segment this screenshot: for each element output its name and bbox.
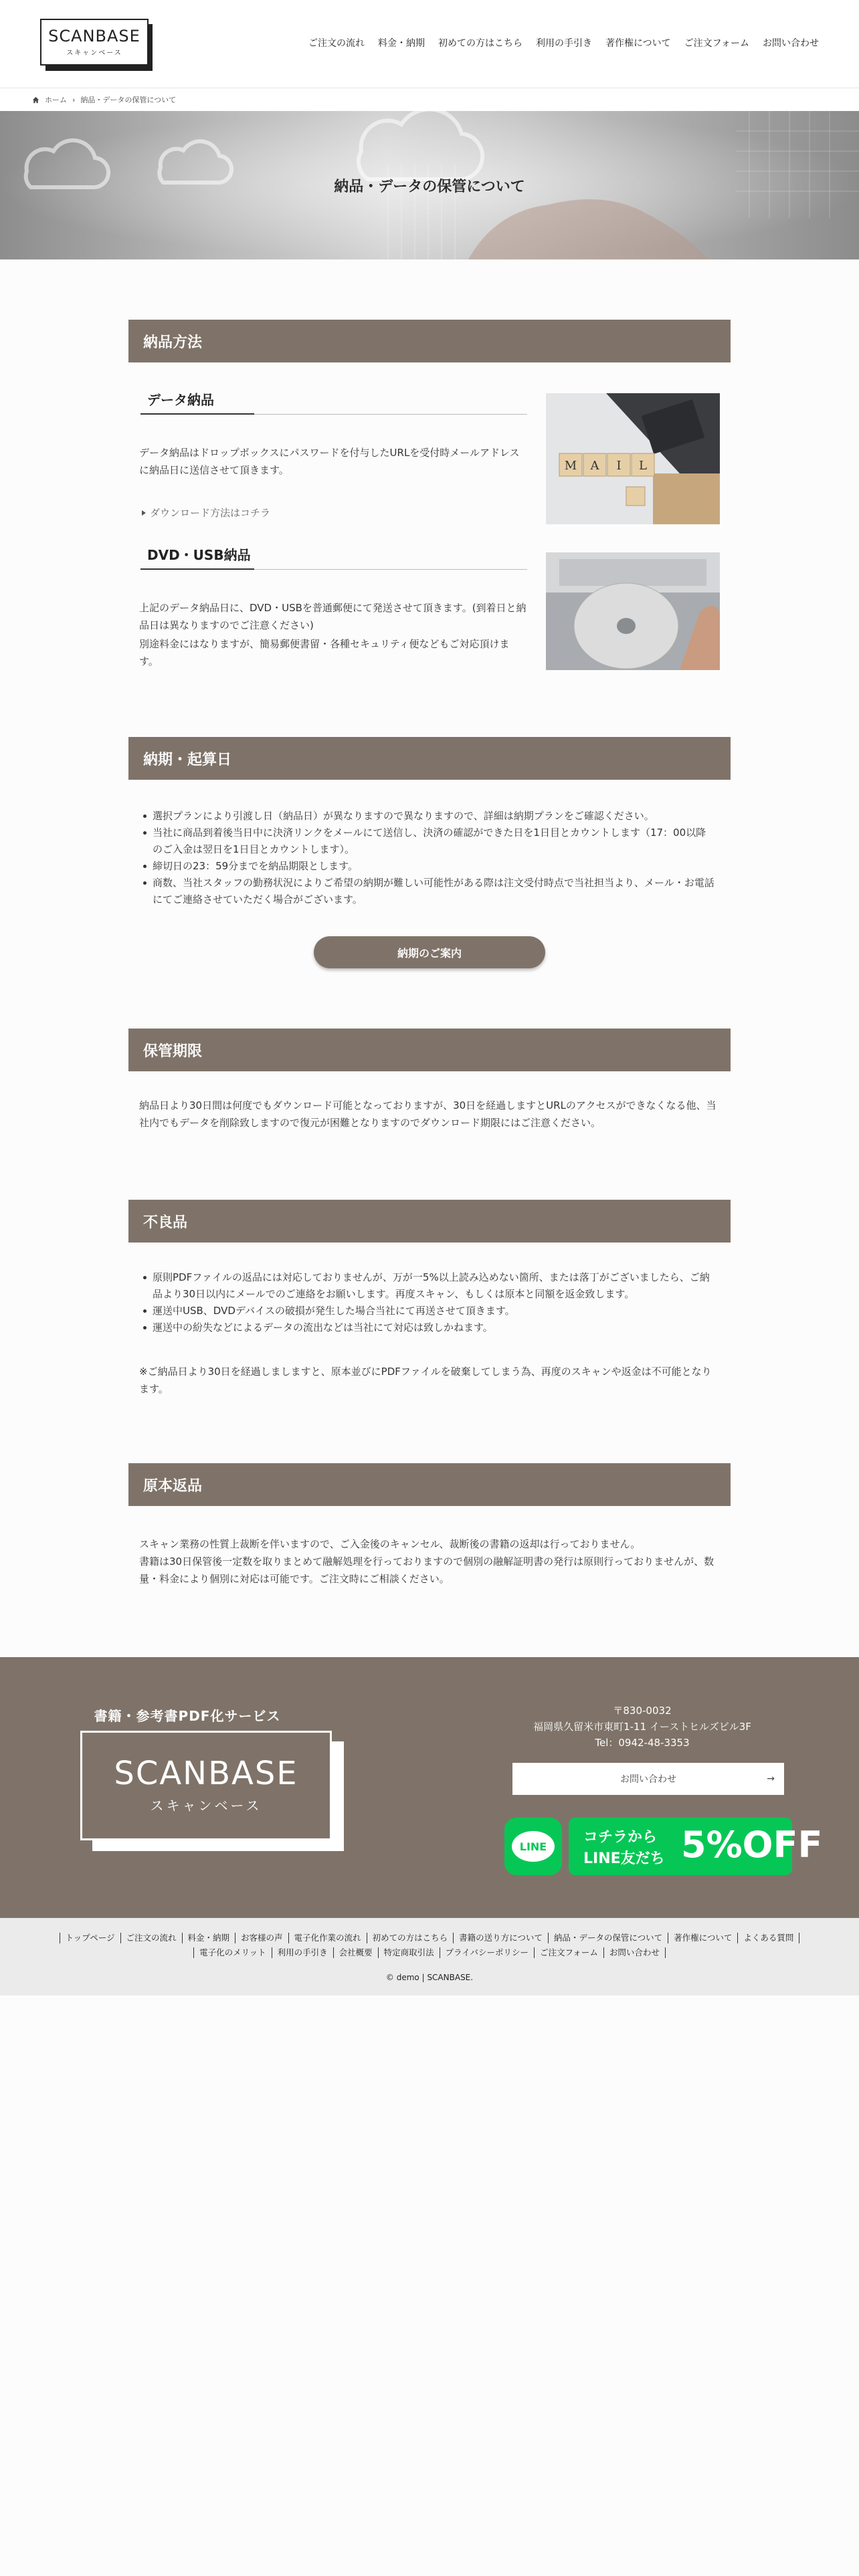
footer-link-copyright[interactable]: 著作権について	[668, 1933, 737, 1943]
line-logo-bubble: LINE	[512, 1831, 555, 1862]
footer-nav-row-1	[0, 1933, 859, 1943]
defect-list-wrap	[139, 1269, 714, 1336]
section-defect	[128, 1200, 731, 1243]
logo-subtext: スキャンベース	[66, 49, 122, 57]
list-item: 商数、当社スタッフの勤務状況によりご希望の納期が難しい可能性がある際は注文受付時点で当社担当より、メール・お電話にてご連絡させていただく場合がございます。	[139, 875, 714, 908]
section-heading-storage: 保管期限	[128, 1029, 731, 1071]
footer-contact-label: お問い合わせ	[620, 1774, 676, 1785]
footer-link-faq[interactable]: よくある質問	[737, 1933, 799, 1943]
section-heading-defect: 不良品	[128, 1200, 731, 1243]
footer-link-privacy[interactable]: プライバシーポリシー	[440, 1947, 534, 1958]
breadcrumb-home[interactable]: ホーム	[45, 96, 67, 104]
line-promo	[569, 1818, 823, 1875]
list-item: 選択プランにより引渡し日（納品日）が異なりますので異なりますので、詳細は納期プランをご確認ください。	[139, 808, 714, 825]
footer-main	[0, 1657, 859, 1918]
line-banner[interactable]	[504, 1818, 823, 1875]
footer-contact-button[interactable]	[512, 1763, 784, 1795]
deadline-list	[139, 808, 714, 908]
svg-text:L: L	[639, 459, 647, 473]
footer-logo-subtext: スキャンベース	[150, 1797, 262, 1814]
footer-link-order-flow[interactable]: ご注文の流れ	[120, 1933, 182, 1943]
footer-link-order-form[interactable]: ご注文フォーム	[534, 1947, 603, 1958]
phone: Tel：0942-48-3353	[595, 1737, 690, 1749]
chevron-right-icon: ›	[72, 95, 76, 104]
section-storage	[128, 1029, 731, 1071]
dvd-delivery-text-1: 上記のデータ納品日に、DVD・USBを普通郵便にて発送させて頂きます。(到着日と納品日は異なりますのでご注意ください)	[139, 602, 527, 631]
nav-order-flow[interactable]: ご注文の流れ	[308, 38, 365, 49]
section-delivery	[128, 320, 731, 362]
footer-logo-text: SCANBASE	[114, 1754, 298, 1792]
footer-link-company[interactable]: 会社概要	[333, 1947, 378, 1958]
section-heading-delivery: 納品方法	[128, 320, 731, 362]
footer-address-block	[508, 1703, 776, 1751]
site-logo[interactable]	[40, 19, 154, 71]
footer-link-workflow[interactable]: 電子化作業の流れ	[288, 1933, 367, 1943]
download-method-link-label: ダウンロード方法はコチラ	[150, 507, 271, 519]
line-discount: 5%OFF	[681, 1824, 823, 1866]
download-method-link[interactable]	[142, 506, 343, 520]
footer-tagline: 書籍・参考書PDF化サービス	[94, 1708, 281, 1724]
subheading-dvd-usb-delivery: DVD・USB納品	[140, 544, 527, 570]
nav-contact[interactable]: お問い合わせ	[763, 38, 819, 49]
line-promo-line1: コチラから	[583, 1829, 658, 1846]
footer-links	[0, 1918, 859, 1996]
postal-code: 〒830-0032	[613, 1705, 672, 1717]
footer-link-beginners[interactable]: 初めての方はこちら	[367, 1933, 454, 1943]
site-header	[0, 0, 859, 88]
hero-banner	[0, 111, 859, 259]
defect-note: ※ご納品日より30日を経過しましますと、原本並びにPDFファイルを破棄してしまう為、再度のスキャンや返金は不可能となります。	[139, 1366, 712, 1395]
breadcrumb-current: 納品・データの保管について	[80, 96, 177, 104]
footer-link-guide[interactable]: 利用の手引き	[272, 1947, 333, 1958]
triangle-right-icon	[142, 510, 146, 516]
arrow-right-icon: →	[767, 1774, 775, 1784]
section-heading-deadline: 納期・起算日	[128, 737, 731, 780]
copyright: © demo | SCANBASE.	[385, 1973, 474, 1982]
logo-box	[40, 19, 149, 66]
list-item: 運送中USB、DVDデバイスの破損が発生した場合当社にて再送させて頂きます。	[139, 1303, 714, 1319]
global-nav	[308, 36, 819, 49]
nav-guide[interactable]: 利用の手引き	[535, 38, 592, 49]
return-text-1: スキャン業務の性質上裁断を伴いますので、ご入金後のキャンセル、裁断後の書籍の返却は行っておりません。	[139, 1538, 641, 1550]
footer-link-contact[interactable]: お問い合わせ	[603, 1947, 666, 1958]
return-text-2: 書籍は30日保管後一定数を取りまとめて融解処理を行っておりますので個別の融解証明書の発行は原則行っておりませんが、数量・料金により個別に対応は可能です。ご注文時にご相談ください。	[139, 1555, 714, 1585]
nav-order-form[interactable]: ご注文フォーム	[684, 38, 749, 49]
mail-image	[546, 393, 720, 524]
footer-link-price[interactable]: 料金・納期	[182, 1933, 235, 1943]
footer-link-merits[interactable]: 電子化のメリット	[193, 1947, 272, 1958]
section-return	[128, 1463, 731, 1506]
footer-link-tokusho[interactable]: 特定商取引法	[378, 1947, 440, 1958]
breadcrumb	[0, 88, 859, 111]
list-item: 原則PDFファイルの返品には対応しておりませんが、万が一5%以上読み込めない箇所、または落丁がございましたら、ご納品より30日以内にメールでのご連絡をお願いします。再度スキャン、もしくは原本と同額を返金致します。	[139, 1269, 714, 1303]
list-item: 締切日の23：59分までを納品期限とします。	[139, 858, 714, 875]
footer-nav-row-2	[0, 1947, 859, 1958]
delivery-schedule-button[interactable]: 納期のご案内	[314, 936, 545, 968]
section-heading-return: 原本返品	[128, 1463, 731, 1506]
svg-text:M: M	[564, 459, 577, 473]
data-delivery-text: データ納品はドロップボックスにパスワードを付与したURLを受付時メールアドレスに納品日に送信させて頂きます。	[139, 447, 520, 476]
nav-price[interactable]: 料金・納期	[377, 38, 425, 49]
svg-text:A: A	[590, 459, 599, 473]
footer-link-top[interactable]: トップページ	[60, 1933, 120, 1943]
mail-photo-illustration	[546, 393, 720, 524]
deadline-list-wrap	[139, 808, 714, 908]
page-title: 納品・データの保管について	[334, 179, 525, 195]
line-logo-icon	[504, 1818, 562, 1875]
dvd-image	[546, 552, 720, 670]
address: 福岡県久留米市東町1-11 イーストヒルズビル3F	[533, 1721, 751, 1733]
footer-link-shipping[interactable]: 書籍の送り方について	[453, 1933, 548, 1943]
list-item: 当社に商品到着後当日中に決済リンクをメールにて送信し、決済の確認ができた日を1日目とカウントします（17：00以降のご入金は翌日を1日目とカウントします）。	[139, 825, 714, 858]
logo-text: SCANBASE	[48, 26, 140, 45]
section-deadline	[128, 737, 731, 780]
nav-copyright[interactable]: 著作権について	[605, 38, 671, 49]
nav-beginners[interactable]: 初めての方はこちら	[438, 38, 522, 49]
svg-text:I: I	[616, 459, 622, 473]
subheading-data-delivery: データ納品	[140, 389, 527, 415]
line-promo-line2: LINE友だち	[583, 1850, 665, 1867]
storage-text: 納品日より30日間は何度でもダウンロード可能となっておりますが、30日を経過しますとURLのアクセスができなくなる他、当社内でもデータを削除致しますので復元が困難となりますのでダウンロード期限にはご注意ください。	[139, 1099, 717, 1129]
dvd-delivery-text-2: 別途料金にはなりますが、簡易郵便書留・各種セキュリティ便などもご対応頂けます。	[139, 638, 510, 667]
list-item: 運送中の紛失などによるデータの流出などは当社にて対応は致しかねます。	[139, 1319, 714, 1336]
footer-logo[interactable]	[80, 1731, 332, 1840]
home-icon	[32, 96, 39, 104]
footer-link-delivery-storage[interactable]: 納品・データの保管について	[548, 1933, 668, 1943]
dvd-photo-illustration	[546, 552, 720, 670]
footer-link-voices[interactable]: お客様の声	[235, 1933, 288, 1943]
defect-list	[139, 1269, 714, 1336]
